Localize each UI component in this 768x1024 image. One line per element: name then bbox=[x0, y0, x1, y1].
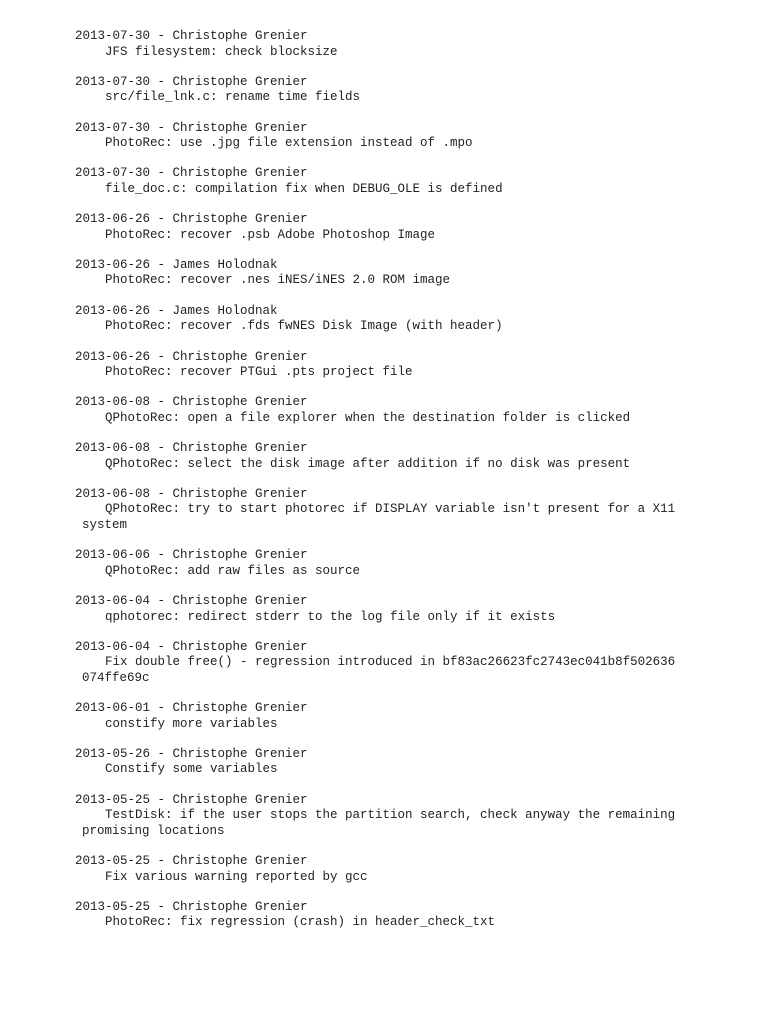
entry-description: constify more variables bbox=[105, 716, 278, 731]
entry-header: 2013-06-26 - James Holodnak bbox=[75, 257, 278, 272]
changelog-entry bbox=[75, 121, 695, 152]
changelog-entry bbox=[75, 212, 695, 243]
entry-description: PhotoRec: recover .psb Adobe Photoshop Image bbox=[105, 227, 436, 242]
entry-header: 2013-06-01 - Christophe Grenier bbox=[75, 701, 308, 716]
entry-header: 2013-05-26 - Christophe Grenier bbox=[75, 746, 308, 761]
entry-description: TestDisk: if the user stops the partition search, check anyway the remaining bbox=[105, 808, 676, 823]
entry-description: PhotoRec: recover .nes iNES/iNES 2.0 ROM image bbox=[105, 273, 451, 288]
entry-description: file_doc.c: compilation fix when DEBUG_OLE is defined bbox=[105, 181, 503, 196]
changelog-entry bbox=[75, 350, 695, 381]
changelog-entry bbox=[75, 441, 695, 472]
entry-header: 2013-05-25 - Christophe Grenier bbox=[75, 899, 308, 914]
changelog-entry bbox=[75, 747, 695, 778]
changelog-entry bbox=[75, 258, 695, 289]
entry-description: PhotoRec: use .jpg file extension instead of .mpo bbox=[105, 136, 473, 151]
entry-header: 2013-07-30 - Christophe Grenier bbox=[75, 74, 308, 89]
entry-description: Fix double free() - regression introduced in bf83ac26623fc2743ec041b8f502636 bbox=[105, 655, 676, 670]
entry-description: JFS filesystem: check blocksize bbox=[105, 44, 338, 59]
entry-header: 2013-06-08 - Christophe Grenier bbox=[75, 486, 308, 501]
changelog-entry bbox=[75, 395, 695, 426]
entry-header: 2013-06-08 - Christophe Grenier bbox=[75, 395, 308, 410]
changelog-entry bbox=[75, 166, 695, 197]
entry-description-continuation: promising locations bbox=[82, 823, 225, 838]
entry-description: qphotorec: redirect stderr to the log file only if it exists bbox=[105, 609, 556, 624]
changelog-entry bbox=[75, 854, 695, 885]
entry-description: QPhotoRec: open a file explorer when the destination folder is clicked bbox=[105, 410, 631, 425]
changelog-entry bbox=[75, 487, 695, 534]
changelog-entry bbox=[75, 304, 695, 335]
changelog-entry bbox=[75, 793, 695, 840]
changelog-entry bbox=[75, 701, 695, 732]
entry-description: PhotoRec: recover PTGui .pts project file bbox=[105, 365, 413, 380]
entry-header: 2013-06-08 - Christophe Grenier bbox=[75, 441, 308, 456]
entry-description: Constify some variables bbox=[105, 762, 278, 777]
entry-header: 2013-06-04 - Christophe Grenier bbox=[75, 639, 308, 654]
entry-header: 2013-07-30 - Christophe Grenier bbox=[75, 166, 308, 181]
entry-header: 2013-06-26 - James Holodnak bbox=[75, 303, 278, 318]
changelog-entry bbox=[75, 29, 695, 60]
entry-header: 2013-06-06 - Christophe Grenier bbox=[75, 548, 308, 563]
entry-header: 2013-06-04 - Christophe Grenier bbox=[75, 594, 308, 609]
entry-header: 2013-05-25 - Christophe Grenier bbox=[75, 854, 308, 869]
changelog-entry bbox=[75, 640, 695, 687]
entry-description: QPhotoRec: add raw files as source bbox=[105, 563, 361, 578]
changelog bbox=[75, 29, 695, 946]
changelog-entry bbox=[75, 594, 695, 625]
entry-description: src/file_lnk.c: rename time fields bbox=[105, 90, 361, 105]
entry-description-continuation: system bbox=[82, 517, 128, 532]
entry-description: PhotoRec: fix regression (crash) in header_check_txt bbox=[105, 915, 496, 930]
changelog-entry bbox=[75, 75, 695, 106]
changelog-entry bbox=[75, 900, 695, 931]
entry-description-continuation: 074ffe69c bbox=[82, 670, 150, 685]
entry-header: 2013-07-30 - Christophe Grenier bbox=[75, 120, 308, 135]
changelog-entry bbox=[75, 548, 695, 579]
entry-header: 2013-06-26 - Christophe Grenier bbox=[75, 349, 308, 364]
entry-header: 2013-05-25 - Christophe Grenier bbox=[75, 792, 308, 807]
entry-description: PhotoRec: recover .fds fwNES Disk Image (with header) bbox=[105, 319, 503, 334]
entry-description: QPhotoRec: try to start photorec if DISPLAY variable isn't present for a X11 bbox=[105, 502, 676, 517]
entry-header: 2013-06-26 - Christophe Grenier bbox=[75, 212, 308, 227]
entry-header: 2013-07-30 - Christophe Grenier bbox=[75, 29, 308, 43]
entry-description: QPhotoRec: select the disk image after addition if no disk was present bbox=[105, 456, 631, 471]
entry-description: Fix various warning reported by gcc bbox=[105, 869, 368, 884]
